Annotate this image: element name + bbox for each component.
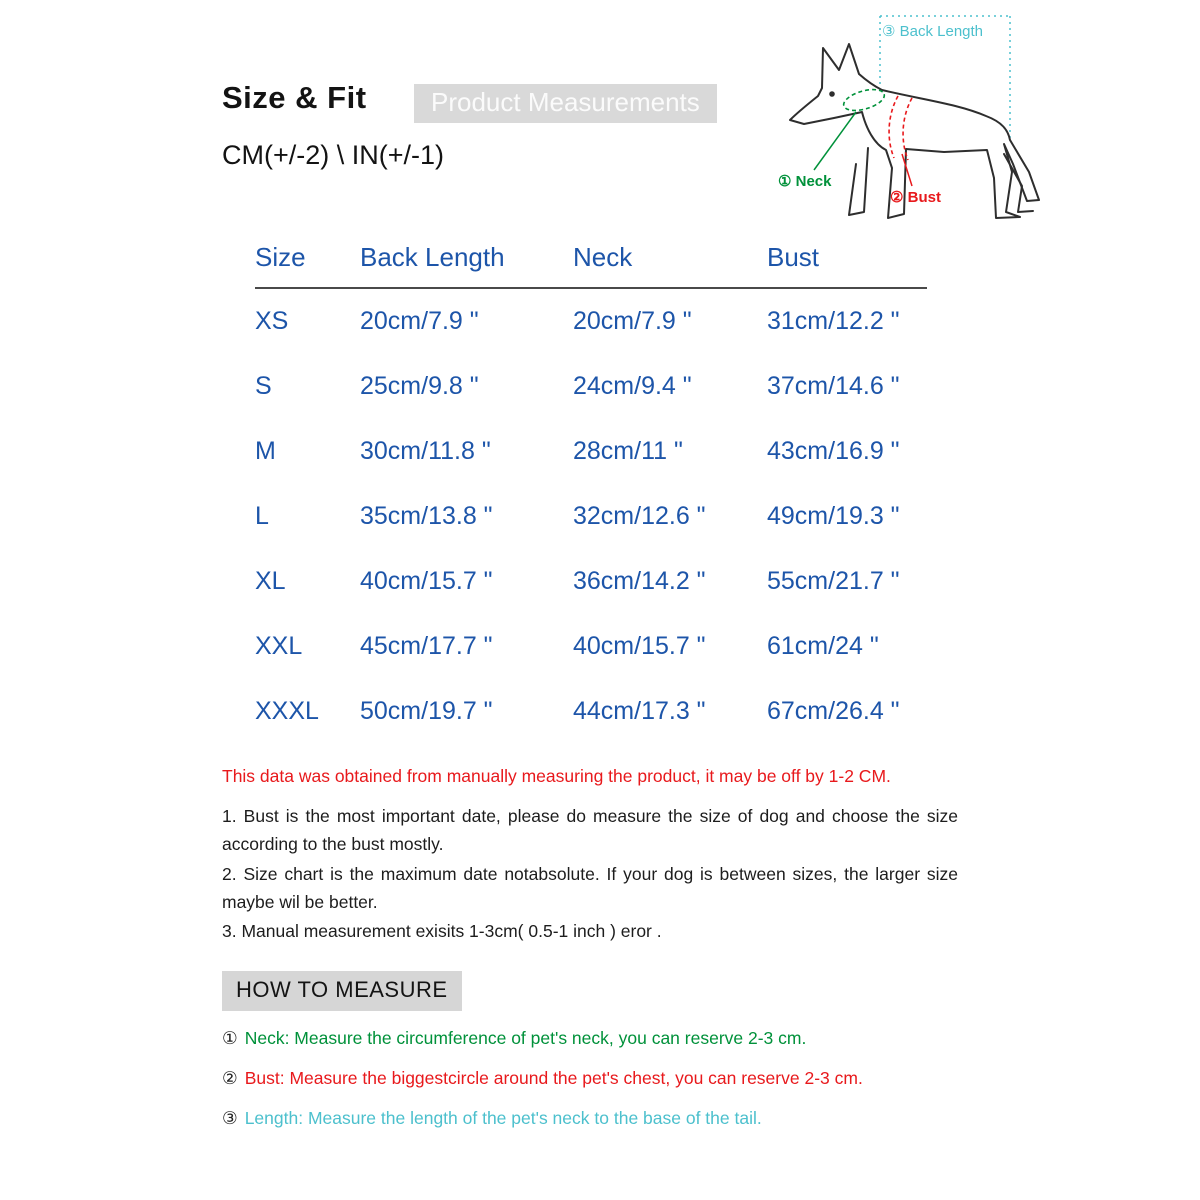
note-item: 2. Size chart is the maximum date notabsolute. If your dog is between sizes, the larger size maybe wil be better. xyxy=(222,863,958,913)
table-cell: 28cm/11 " xyxy=(573,437,683,465)
table-row xyxy=(255,484,927,549)
table-cell: L xyxy=(255,502,269,530)
table-cell: 25cm/9.8 " xyxy=(360,372,479,400)
table-cell: 49cm/19.3 " xyxy=(767,502,900,530)
table-row xyxy=(255,614,927,679)
table-cell: 32cm/12.6 " xyxy=(573,502,706,530)
measure-item-text: Neck: Measure the circumference of pet's neck, you can reserve 2-3 cm. xyxy=(244,1028,807,1048)
how-to-measure-badge: HOW TO MEASURE xyxy=(222,971,462,1011)
table-cell: S xyxy=(255,372,272,400)
measure-item xyxy=(222,1028,863,1049)
table-cell: XXXL xyxy=(255,697,319,725)
neck-measure-line xyxy=(814,86,887,170)
table-cell: 35cm/13.8 " xyxy=(360,502,493,530)
measure-list xyxy=(222,1028,863,1148)
table-row xyxy=(255,354,927,419)
size-table xyxy=(255,242,927,744)
measure-item-number: ① xyxy=(222,1028,238,1048)
table-cell: 37cm/14.6 " xyxy=(767,372,900,400)
table-cell: 44cm/17.3 " xyxy=(573,697,706,725)
product-measurements-badge: Product Measurements xyxy=(414,84,717,123)
table-cell: 50cm/19.7 " xyxy=(360,697,493,725)
table-cell: 61cm/24 " xyxy=(767,632,879,660)
table-cell: 36cm/14.2 " xyxy=(573,567,706,595)
measure-item-text: Bust: Measure the biggestcircle around the pet's chest, you can reserve 2-3 cm. xyxy=(244,1068,863,1088)
table-cell: 31cm/12.2 " xyxy=(767,307,900,335)
column-header-bust: Bust xyxy=(767,242,820,272)
table-cell: 45cm/17.7 " xyxy=(360,632,493,660)
diagram-label-bust: ② Bust xyxy=(890,189,941,206)
column-header-back-length: Back Length xyxy=(360,242,505,272)
table-cell: 43cm/16.9 " xyxy=(767,437,900,465)
size-table-header xyxy=(255,242,927,289)
table-cell: XL xyxy=(255,567,286,595)
note-item: 3. Manual measurement exisits 1-3cm( 0.5-1 inch ) eror . xyxy=(222,921,662,942)
table-cell: 20cm/7.9 " xyxy=(573,307,692,335)
table-cell: M xyxy=(255,437,276,465)
measure-item xyxy=(222,1108,863,1129)
diagram-label-back-length: ③ Back Length xyxy=(882,23,984,40)
measure-item xyxy=(222,1068,863,1089)
note-item: 1. Bust is the most important date, please do measure the size of dog and choose the size according to the bust mostly. xyxy=(222,806,958,855)
measure-item-number: ③ xyxy=(222,1108,238,1128)
measure-item-text: Length: Measure the length of the pet's neck to the base of the tail. xyxy=(244,1108,762,1128)
diagram-label-neck: ① Neck xyxy=(778,173,832,190)
disclaimer: This data was obtained from manually measuring the product, it may be off by 1-2 CM. xyxy=(222,766,891,786)
column-header-size: Size xyxy=(255,242,306,272)
page-title: Size & Fit xyxy=(222,80,367,115)
table-row xyxy=(255,679,927,744)
table-cell: 30cm/11.8 " xyxy=(360,437,491,465)
table-cell: XXL xyxy=(255,632,303,660)
table-cell: XS xyxy=(255,307,289,335)
table-row xyxy=(255,419,927,484)
notes xyxy=(222,802,958,947)
size-table-body xyxy=(255,289,927,744)
column-header-neck: Neck xyxy=(573,242,633,272)
dog-measurement-diagram xyxy=(752,2,1082,244)
table-cell: 24cm/9.4 " xyxy=(573,372,692,400)
table-row xyxy=(255,289,927,354)
tolerance-note: CM(+/-2) \ IN(+/-1) xyxy=(222,140,445,170)
table-cell: 20cm/7.9 " xyxy=(360,307,479,335)
table-cell: 40cm/15.7 " xyxy=(360,567,493,595)
table-cell: 55cm/21.7 " xyxy=(767,567,900,595)
measure-item-number: ② xyxy=(222,1068,238,1088)
table-cell: 67cm/26.4 " xyxy=(767,697,900,725)
table-cell: 40cm/15.7 " xyxy=(573,632,706,660)
table-row xyxy=(255,549,927,614)
